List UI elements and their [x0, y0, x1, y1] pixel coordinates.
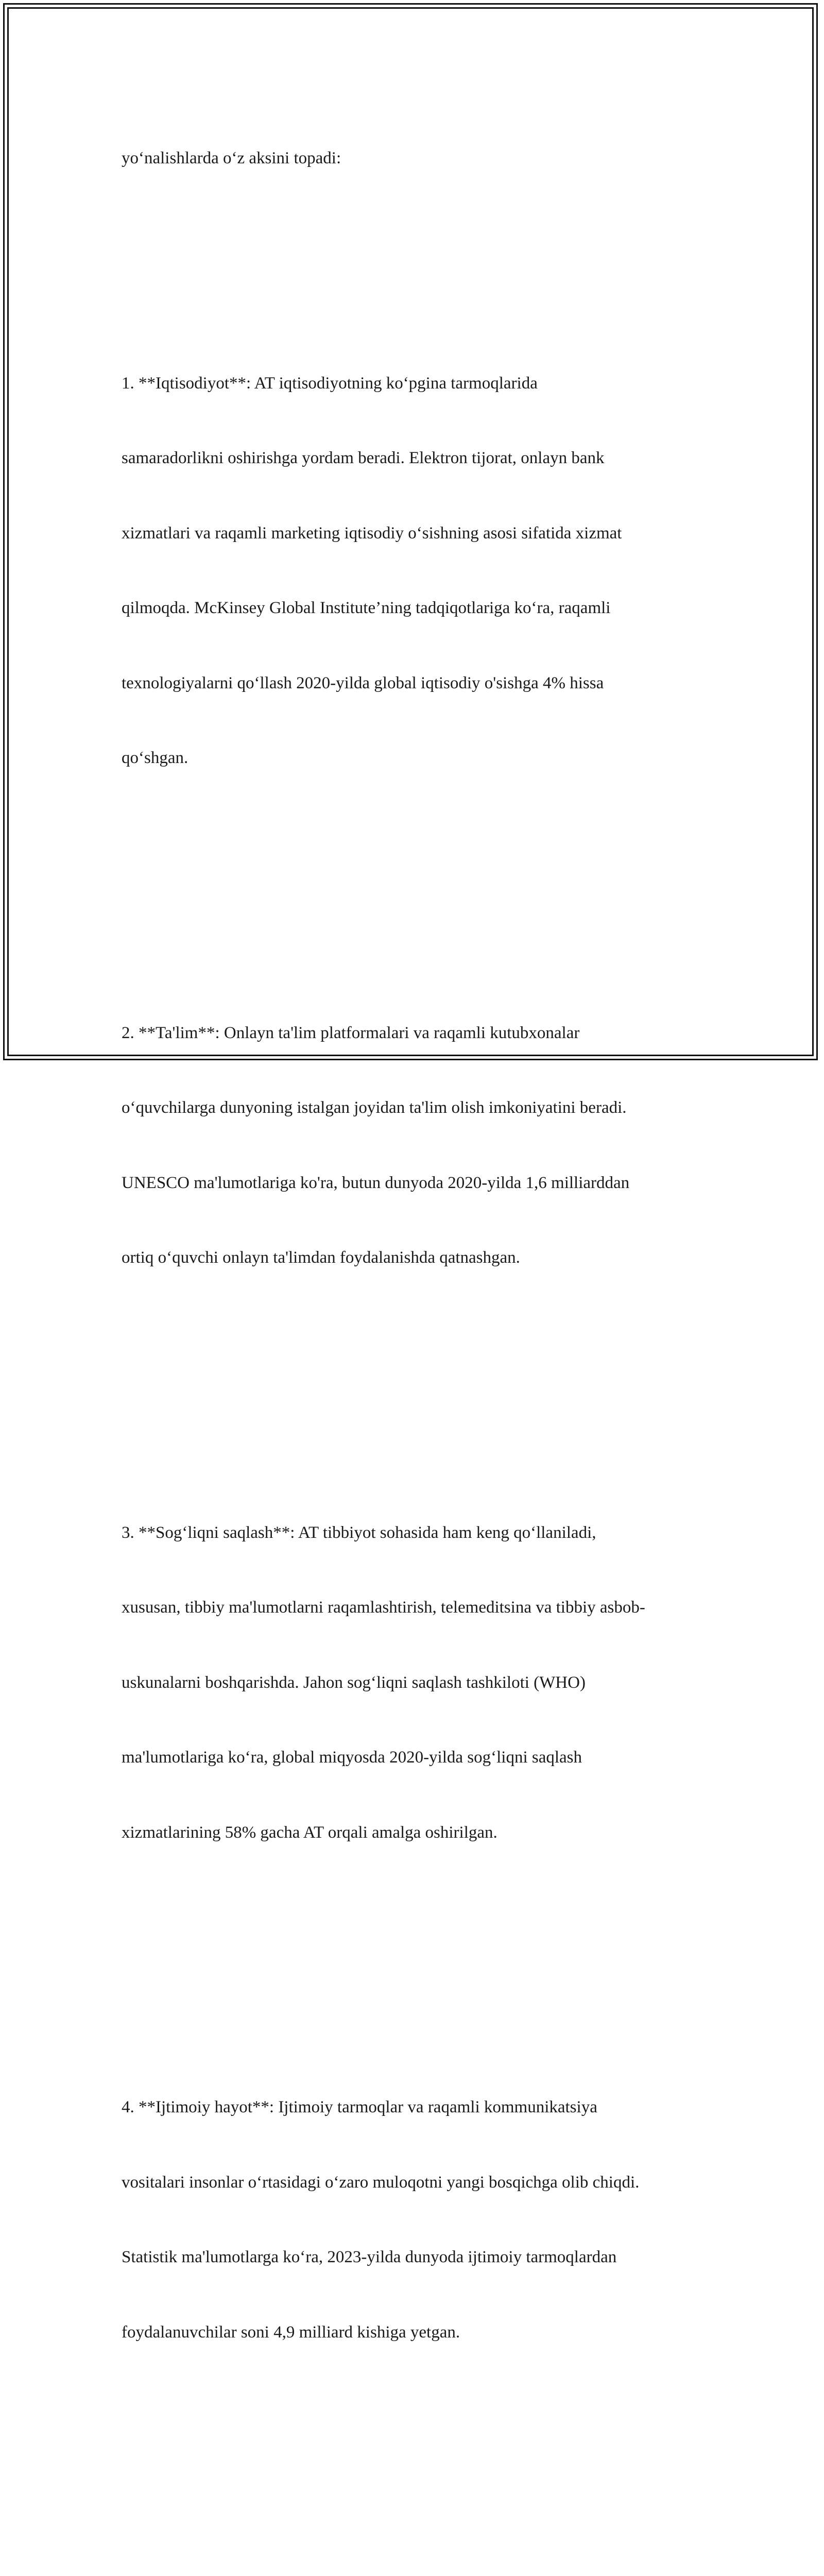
text-line: vositalari insonlar oʻrtasidagi oʻzaro muloqotni yangi bosqichga olib chiqdi.	[122, 2173, 640, 2192]
text-line: 1. **Iqtisodiyot**: AT iqtisodiyotning koʻpgina tarmoqlarida	[122, 374, 538, 393]
section-education	[122, 971, 719, 1320]
text-line: oʻquvchilarga dunyoning istalgan joyidan ta'lim olish imkoniyatini beradi.	[122, 1098, 627, 1117]
paragraph-gap	[122, 1370, 719, 1396]
text-line: uskunalarni boshqarishda. Jahon sogʻliqni saqlash tashkiloti (WHO)	[122, 1673, 586, 1692]
text-line: qilmoqda. McKinsey Global Institute’ning tadqiqotlariga koʻra, raqamli	[122, 599, 611, 617]
intro-line: yoʻnalishlarda oʻz aksini topadi:	[122, 149, 341, 167]
text-line: xususan, tibbiy ma'lumotlarni raqamlashtirish, telemeditsina va tibbiy asbob-	[122, 1598, 645, 1617]
paragraph-gap	[122, 2445, 719, 2470]
text-line: texnologiyalarni qoʻllash 2020-yilda global iqtisodiy o'sishga 4% hissa	[122, 673, 604, 692]
text-line: samaradorlikni oshirishga yordam beradi. Elektron tijorat, onlayn bank	[122, 449, 605, 467]
section-social-life	[122, 2045, 719, 2395]
text-line: 2. **Ta'lim**: Onlayn ta'lim platformalari va raqamli kutubxonalar	[122, 1023, 580, 1042]
document-body	[122, 96, 719, 2576]
section-healthcare	[122, 1470, 719, 1895]
text-line: 3. **Sogʻliqni saqlash**: AT tibbiyot sohasida ham keng qoʻllaniladi,	[122, 1523, 596, 1542]
text-line: foydalanuvchilar soni 4,9 milliard kishiga yetgan.	[122, 2323, 460, 2342]
text-line: qoʻshgan.	[122, 749, 188, 767]
text-line: xizmatlari va raqamli marketing iqtisodiy oʻsishning asosi sifatida xizmat	[122, 523, 622, 543]
section-economy	[122, 321, 719, 821]
text-line: xizmatlarining 58% gacha AT orqali amalga oshirilgan.	[122, 1823, 497, 1842]
text-line: UNESCO ma'lumotlariga ko'ra, butun dunyoda 2020-yilda 1,6 milliarddan	[122, 1173, 630, 1192]
paragraph-gap	[122, 871, 719, 896]
paragraph-gap	[122, 1945, 719, 1970]
section-conclusion	[122, 2545, 719, 2576]
text-line: Statistik ma'lumotlarga koʻra, 2023-yilda dunyoda ijtimoiy tarmoqlardan	[122, 2248, 617, 2266]
text-line: ma'lumotlariga koʻra, global miqyosda 2020-yilda sogʻliqni saqlash	[122, 1748, 582, 1767]
text-line: 4. **Ijtimoiy hayot**: Ijtimoiy tarmoqlar va raqamli kommunikatsiya	[122, 2098, 597, 2116]
text-line: ortiq oʻquvchi onlayn ta'limdan foydalanishda qatnashgan.	[122, 1248, 520, 1267]
paragraph-gap	[122, 221, 719, 246]
